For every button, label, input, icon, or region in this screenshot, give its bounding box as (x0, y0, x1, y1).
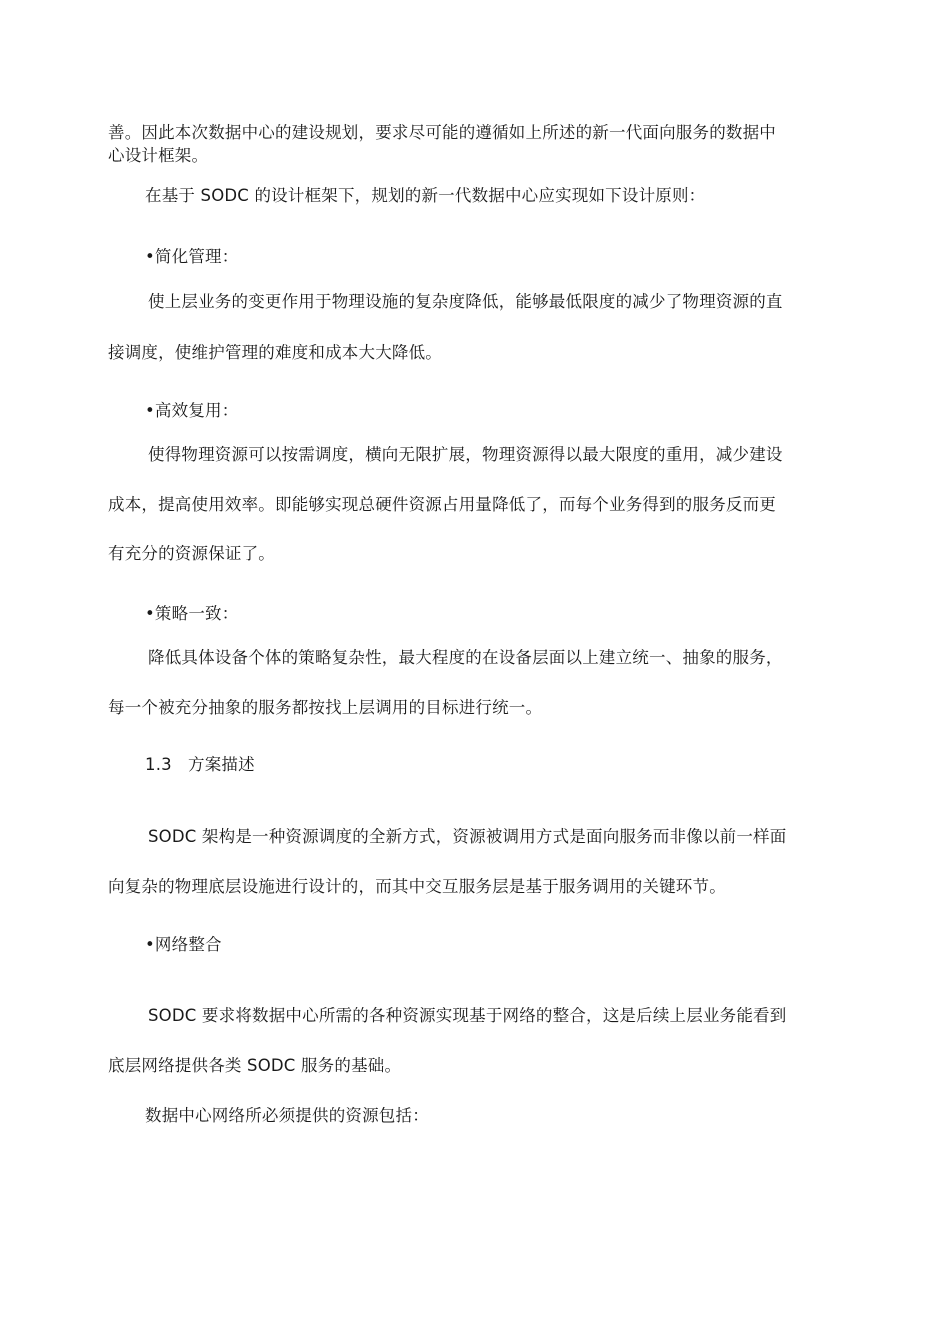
principle-1-line-2: 接调度，使维护管理的难度和成本大大降低。 (108, 343, 442, 362)
principle-1-line-1: 使上层业务的变更作用于物理设施的复杂度降低，能够最低限度的减少了物理资源的直 (148, 292, 783, 311)
network-line-2: 底层网络提供各类 SODC 服务的基础。 (108, 1056, 402, 1075)
principle-3-heading: •策略一致： (145, 604, 239, 623)
network-line-1: SODC 要求将数据中心所需的各种资源实现基于网络的整合，这是后续上层业务能看到 (148, 1006, 787, 1025)
principle-2-line-1: 使得物理资源可以按需调度，横向无限扩展，物理资源得以最大限度的重用，减少建设 (148, 445, 783, 464)
principle-2-heading: •高效复用： (145, 401, 239, 420)
section-title: 方案描述 (188, 755, 255, 774)
principles-intro: 在基于 SODC 的设计框架下，规划的新一代数据中心应实现如下设计原则： (145, 186, 706, 205)
sodc-desc-line-1: SODC 架构是一种资源调度的全新方式，资源被调用方式是面向服务而非像以前一样面 (148, 827, 787, 846)
intro-line-2: 心设计框架。 (108, 146, 209, 165)
resources-intro: 数据中心网络所必须提供的资源包括： (145, 1106, 429, 1125)
section-number: 1.3 (145, 755, 172, 774)
principle-2-line-3: 有充分的资源保证了。 (108, 544, 275, 563)
intro-line-1: 善。因此本次数据中心的建设规划，要求尽可能的遵循如上所述的新一代面向服务的数据中 (108, 123, 776, 142)
principle-3-line-1: 降低具体设备个体的策略复杂性，最大程度的在设备层面以上建立统一、抽象的服务， (148, 648, 783, 667)
principle-2-line-2: 成本，提高使用效率。即能够实现总硬件资源占用量降低了，而每个业务得到的服务反而更 (108, 495, 776, 514)
network-heading: •网络整合 (145, 935, 222, 954)
principle-1-heading: •简化管理： (145, 247, 239, 266)
principle-3-line-2: 每一个被充分抽象的服务都按找上层调用的目标进行统一。 (108, 698, 543, 717)
sodc-desc-line-2: 向复杂的物理底层设施进行设计的，而其中交互服务层是基于服务调用的关键环节。 (108, 877, 726, 896)
